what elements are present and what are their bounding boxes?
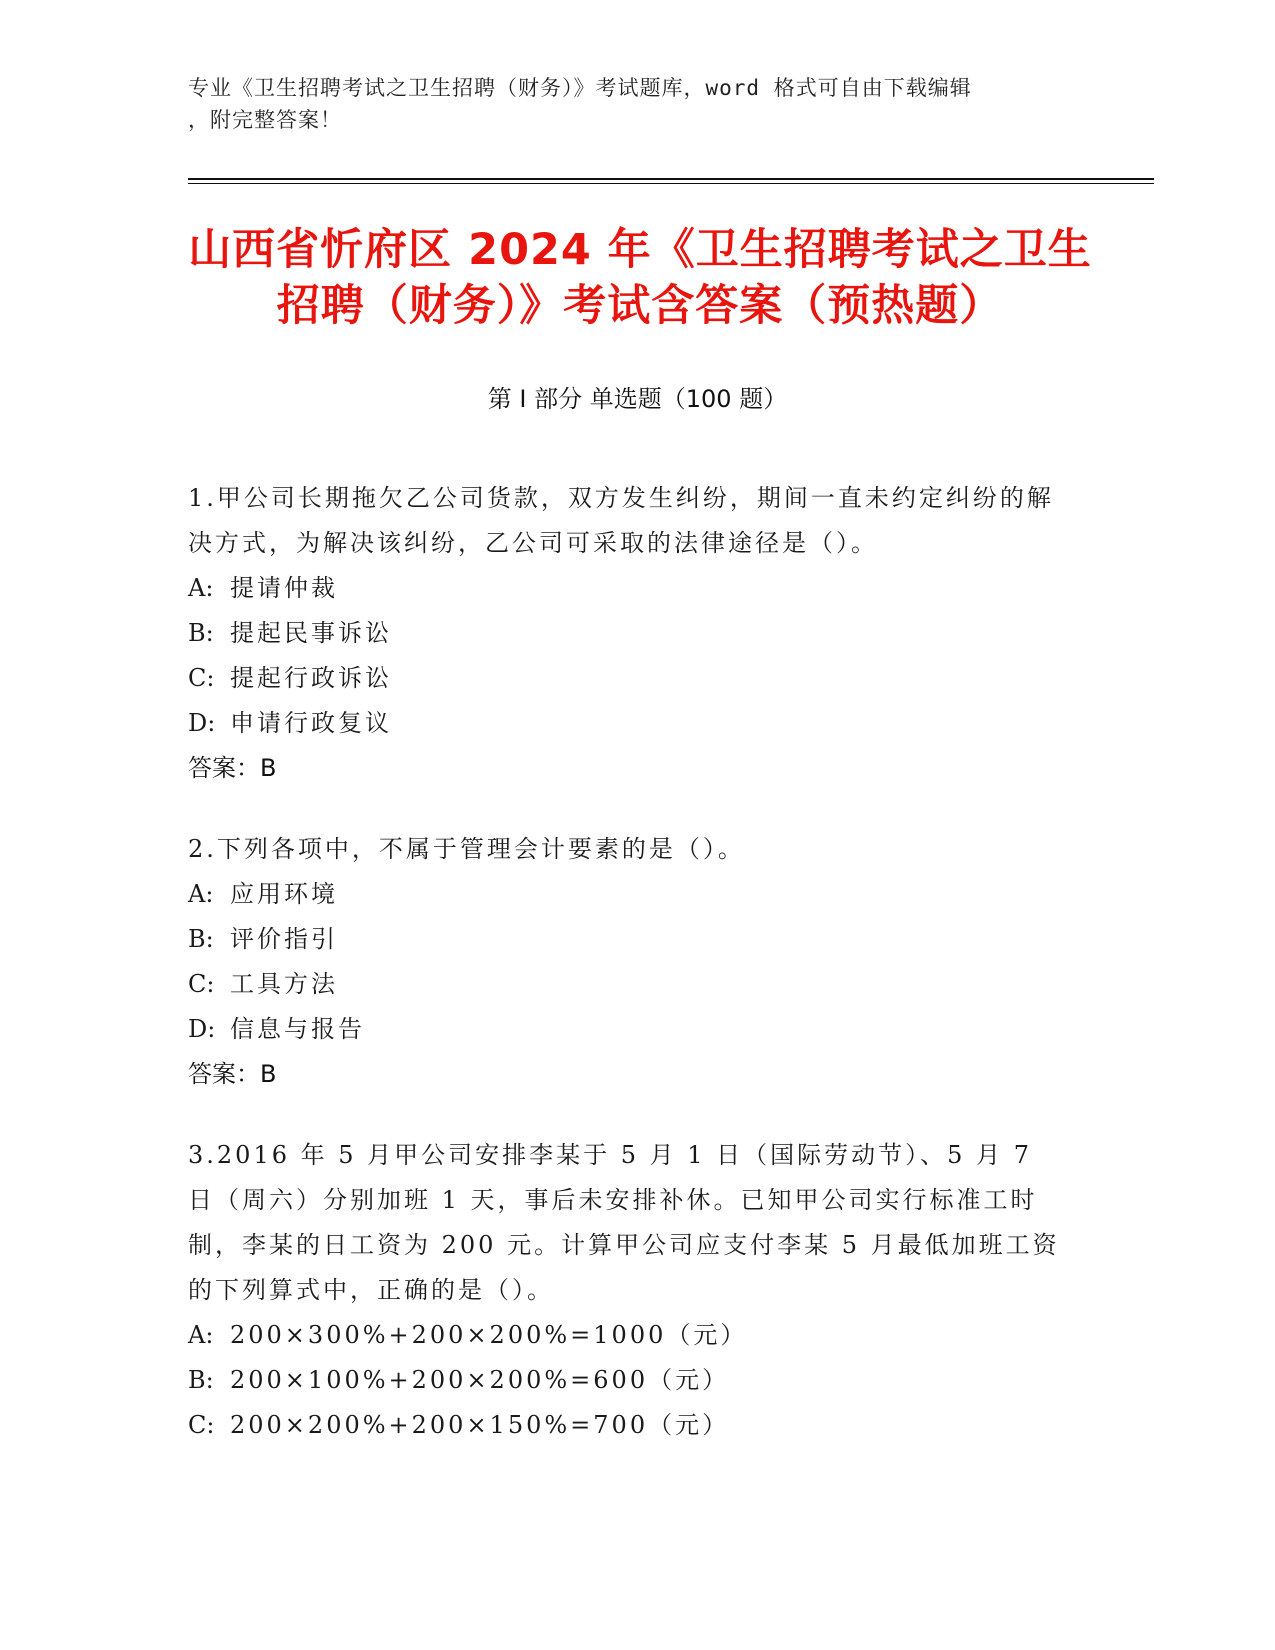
option-a (188, 566, 1068, 611)
option-a (188, 872, 1068, 917)
question-stem: 2.下列各项中，不属于管理会计要素的是（）。 (188, 835, 745, 863)
option-d (188, 701, 1068, 746)
document-title (170, 222, 1110, 334)
question-stem: 3.2016 年 5 月甲公司安排李某于 5 月 1 日（国际劳动节）、5 月 7 日（周六）分别加班 1 天，事后未安排补休。已知甲公司实行标准工时制，李某的日工资为 200 元。计算甲公司应支付李某 5 月最低加班工资的下列算式中，正确的是（）。 (188, 1141, 1060, 1304)
option-b (188, 1358, 1068, 1403)
option-text: 申请行政复议 (230, 709, 392, 737)
question-3 (188, 1133, 1068, 1448)
option-c (188, 656, 1068, 701)
option-letter: C: (188, 1411, 215, 1439)
option-letter: A: (188, 1321, 214, 1349)
option-letter: C: (188, 664, 215, 692)
question-list (188, 476, 1068, 1484)
question-stem: 1.甲公司长期拖欠乙公司货款，双方发生纠纷，期间一直未约定纠纷的解决方式，为解决该纠纷，乙公司可采取的法律途径是（）。 (188, 484, 1054, 557)
option-letter: B: (188, 619, 214, 647)
option-text: 评价指引 (230, 925, 338, 953)
option-text: 200×300%+200×200%=1000（元） (230, 1321, 748, 1349)
option-text: 工具方法 (230, 970, 338, 998)
option-letter: D: (188, 1015, 216, 1043)
option-c (188, 1403, 1068, 1448)
question-1 (188, 476, 1068, 791)
option-text: 提起行政诉讼 (230, 664, 392, 692)
option-letter: A: (188, 880, 214, 908)
option-letter: D: (188, 709, 216, 737)
option-text: 提请仲裁 (230, 574, 338, 602)
option-text: 200×100%+200×200%=600（元） (230, 1366, 730, 1394)
option-letter: C: (188, 970, 215, 998)
header-note-line-1: 专业《卫生招聘考试之卫生招聘（财务）》考试题库，word 格式可自由下载编辑 (188, 76, 972, 100)
answer-line: 答案：B (188, 1060, 277, 1088)
option-b (188, 611, 1068, 656)
answer-line: 答案：B (188, 754, 277, 782)
header-note (188, 72, 1068, 136)
section-heading: 第 I 部分 单选题（100 题） (487, 385, 788, 413)
option-text: 应用环境 (230, 880, 338, 908)
header-divider-thick (188, 178, 1154, 180)
option-text: 提起民事诉讼 (230, 619, 392, 647)
document-title-line-1: 山西省忻府区 2024 年《卫生招聘考试之卫生 (188, 225, 1092, 275)
option-text: 信息与报告 (230, 1015, 365, 1043)
option-text: 200×200%+200×150%=700（元） (230, 1411, 730, 1439)
option-d (188, 1007, 1068, 1052)
option-b (188, 917, 1068, 962)
option-a (188, 1313, 1068, 1358)
document-title-line-2: 招聘（财务）》考试含答案（预热题） (276, 281, 1004, 331)
header-divider-thin (188, 183, 1154, 184)
header-note-line-2: ，附完整答案！ (188, 108, 342, 132)
option-c (188, 962, 1068, 1007)
option-letter: A: (188, 574, 214, 602)
option-letter: B: (188, 1366, 214, 1394)
option-letter: B: (188, 925, 214, 953)
question-2 (188, 827, 1068, 1097)
